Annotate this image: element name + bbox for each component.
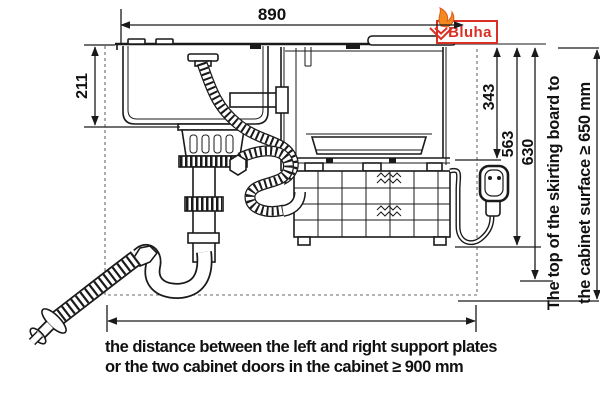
sink-unit	[115, 36, 546, 130]
right-note-line2: the cabinet surface ≥ 650 mm	[576, 82, 594, 304]
bottom-caption-line2: or the two cabinet doors in the cabinet ≥ 900 mm	[105, 358, 464, 376]
dimension-label-563: 563	[500, 130, 517, 158]
drain-assembly	[179, 130, 247, 262]
pipe-collar	[188, 233, 219, 243]
bottom-caption-line1: the distance between the left and right support plates	[105, 338, 497, 356]
right-note-line1: The top of the skirting board to	[545, 75, 563, 311]
dimension-label-343: 343	[481, 83, 498, 111]
counter-clip	[250, 45, 261, 49]
logo-text: Bluha	[448, 24, 492, 41]
corrugated-drain-hose	[28, 258, 136, 346]
overflow-fitting	[188, 54, 218, 61]
plug-pin-hole	[488, 176, 492, 180]
basket-foot	[434, 237, 446, 245]
dimension-label-211: 211	[74, 73, 91, 99]
drain-pipe	[193, 167, 215, 262]
hose-hex-nut	[230, 155, 246, 175]
extension-line	[107, 305, 476, 332]
counter-clip	[346, 44, 360, 49]
extension-line	[84, 45, 180, 127]
plug-pin-hole	[497, 176, 501, 180]
power-plug	[450, 166, 508, 243]
dimension-label-890: 890	[257, 5, 287, 24]
dimension-211	[74, 45, 180, 127]
dimension-900	[107, 305, 476, 332]
dimension-343	[455, 48, 501, 160]
dimension-label-630: 630	[520, 138, 537, 166]
basket-foot	[298, 237, 310, 245]
pull-out-basket	[294, 171, 450, 245]
